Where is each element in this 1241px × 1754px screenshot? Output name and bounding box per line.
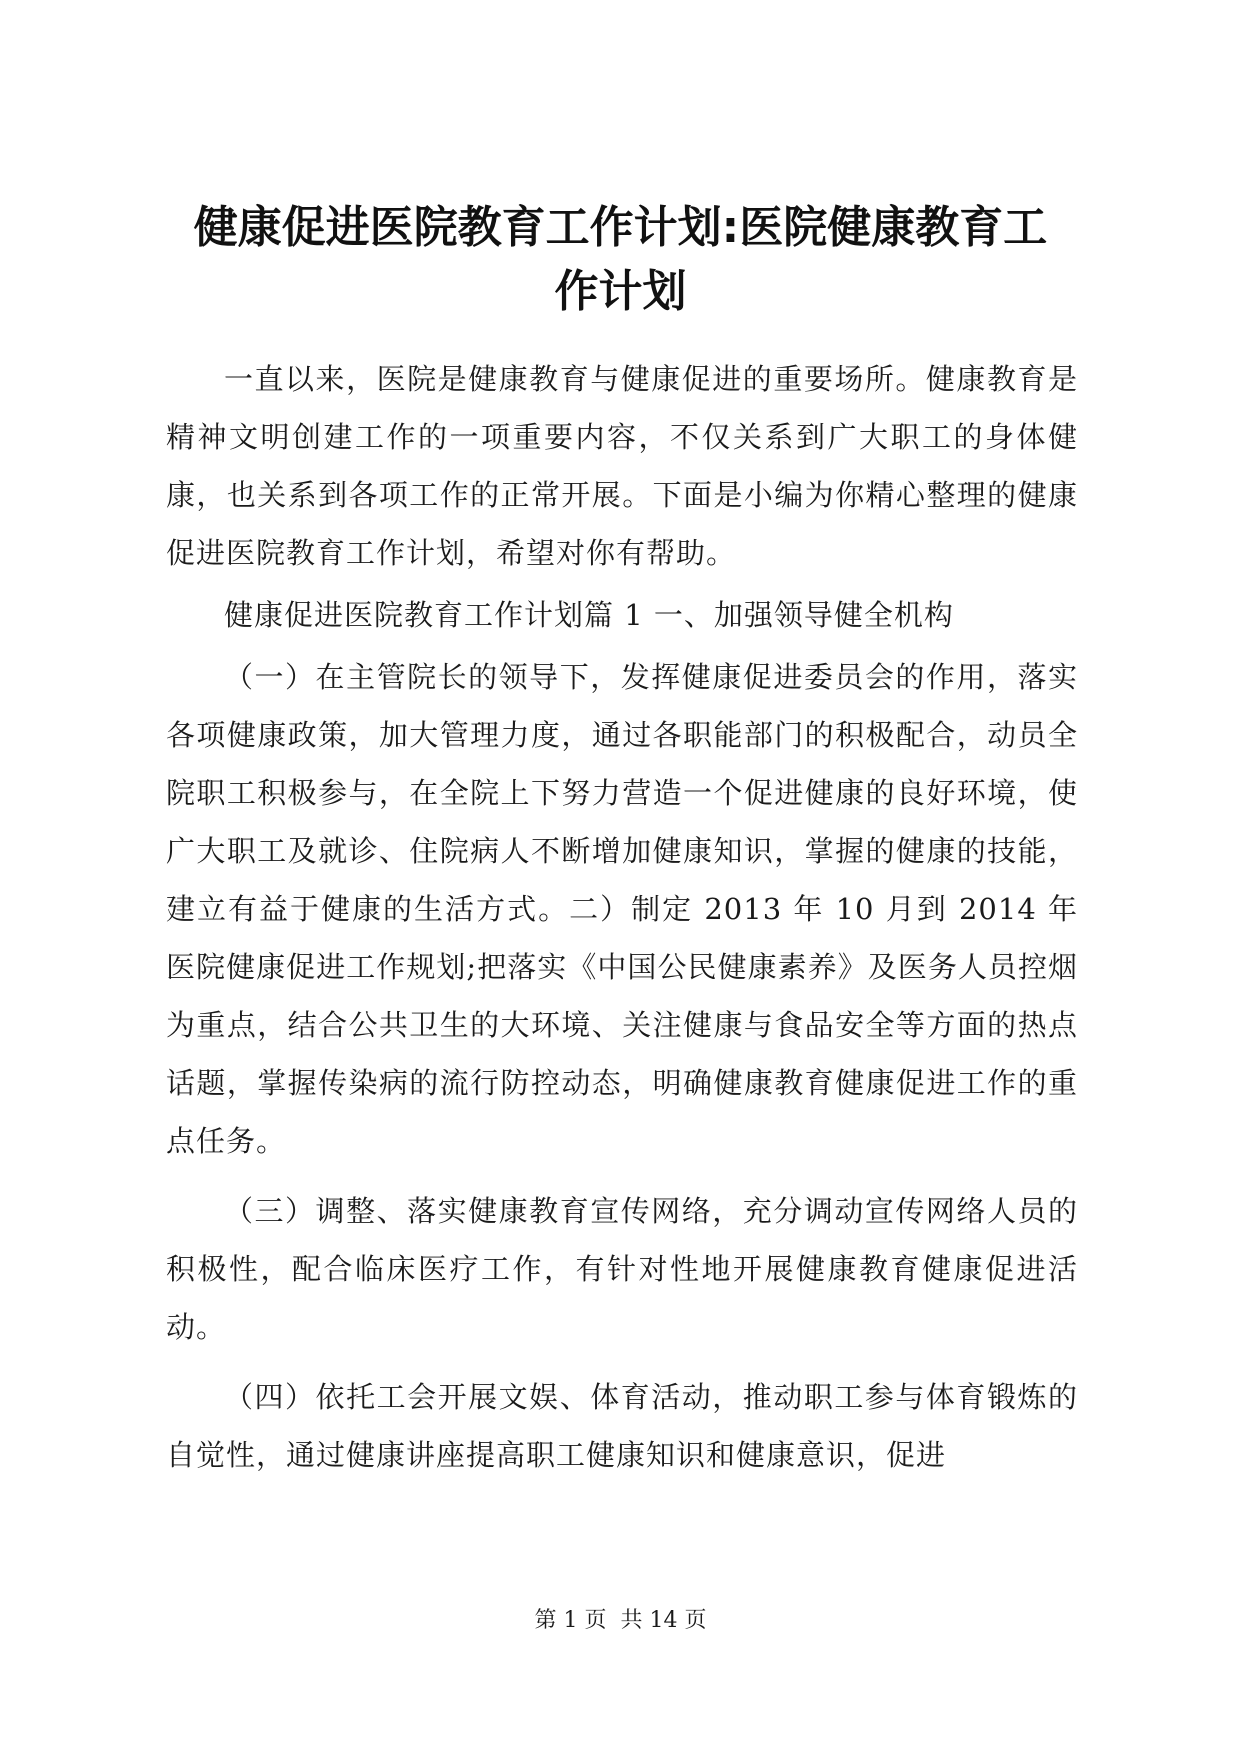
item-four-paragraph: （四）依托工会开展文娱、体育活动，推动职工参与体育锻炼的自觉性，通过健康讲座提高职工健康知识和健康意识，促进 <box>166 1380 1078 1472</box>
intro-paragraph: 一直以来，医院是健康教育与健康促进的重要场所。健康教育是精神文明创建工作的一项重要内容，不仅关系到广大职工的身体健康，也关系到各项工作的正常开展。下面是小编为你精心整理的健康促进医院教育工作计划，希望对你有帮助。 <box>166 362 1078 570</box>
item-one-paragraph: （一）在主管院长的领导下，发挥健康促进委员会的作用，落实各项健康政策，加大管理力度，通过各职能部门的积极配合，动员全院职工积极参与，在全院上下努力营造一个促进健康的良好环境，使广大职工及就诊、住院病人不断增加健康知识，掌握的健康的技能，建立有益于健康的生活方式。二）制定 2013 年 10 月到 2014 年医院健康促进工作规划;把落实《中国公民健康素养》及医务人员控烟为重点，结合公共卫生的大环境、关注健康与食品安全等方面的热点话题，掌握传染病的流行防控动态，明确健康教育健康促进工作的重点任务。 <box>166 660 1078 1158</box>
document-body <box>166 350 1078 1484</box>
title-line-2: 作计划 <box>554 266 687 317</box>
page-number-label: 第 1 页 共 14 页 <box>534 1608 707 1633</box>
title-line-1: 健康促进医院教育工作计划:医院健康教育工 <box>193 202 1048 253</box>
document-title <box>150 196 1091 324</box>
section-heading-paragraph: 健康促进医院教育工作计划篇 1 一、加强领导健全机构 <box>224 598 954 632</box>
page-footer <box>0 1606 1241 1636</box>
item-three-paragraph: （三）调整、落实健康教育宣传网络，充分调动宣传网络人员的积极性，配合临床医疗工作，有针对性地开展健康教育健康促进活动。 <box>166 1194 1078 1344</box>
